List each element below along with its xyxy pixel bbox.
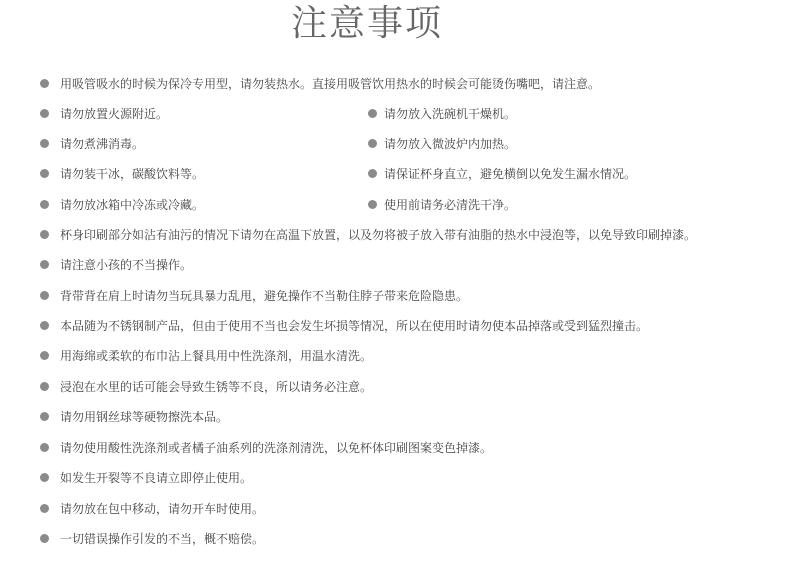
notice-text: 用吸管吸水的时候为保冷专用型，请勿装热水。直接用吸管饮用热水的时候会可能烫伤嘴吧，请注意。 [60, 77, 601, 91]
bullet-icon [368, 169, 377, 178]
list-item [0, 224, 790, 246]
notice-text: 请勿放冰箱中冷冻或冷藏。 [60, 198, 205, 212]
list-item [0, 103, 790, 125]
bullet-icon [40, 351, 49, 360]
bullet-icon [40, 321, 49, 330]
list-item [0, 254, 790, 276]
notice-text: 请保证杯身直立，避免横倒以免发生漏水情况。 [384, 167, 637, 181]
bullet-icon [40, 534, 49, 543]
list-item [0, 467, 790, 489]
notice-text: 请勿用钢丝球等硬物擦洗本品。 [60, 410, 229, 424]
list-item [0, 315, 790, 337]
list-item [0, 194, 790, 216]
notice-text: 请勿放入洗碗机干燥机。 [384, 107, 517, 121]
bullet-icon [40, 200, 49, 209]
bullet-icon [40, 260, 49, 269]
notice-text: 请勿放入微波炉内加热。 [384, 137, 517, 151]
notice-text: 请勿装干冰，碳酸饮料等。 [60, 167, 205, 181]
notice-text: 杯身印刷部分如沾有油污的情况下请勿在高温下放置，以及勿将被子放入带有油脂的热水中浸泡等，以免导致印刷掉漆。 [60, 228, 697, 242]
list-item [0, 163, 790, 185]
list-item [0, 437, 790, 459]
list-item [0, 406, 790, 428]
list-item [0, 528, 790, 550]
bullet-icon [40, 79, 49, 88]
notice-text: 本品随为不锈钢制产品，但由于使用不当也会发生坏损等情况，所以在使用时请勿使本品掉落或受到猛烈撞击。 [60, 319, 649, 333]
notice-text: 一切错误操作引发的不当，概不赔偿。 [60, 532, 265, 546]
bullet-icon [40, 412, 49, 421]
bullet-icon [40, 443, 49, 452]
bullet-icon [40, 169, 49, 178]
notice-text: 浸泡在水里的话可能会导致生锈等不良，所以请务必注意。 [60, 380, 373, 394]
bullet-icon [368, 109, 377, 118]
notice-text: 如发生开裂等不良请立即停止使用。 [60, 471, 253, 485]
bullet-icon [40, 291, 49, 300]
notice-text: 使用前请务必清洗干净。 [384, 198, 517, 212]
bullet-icon [368, 139, 377, 148]
bullet-icon [40, 473, 49, 482]
list-item [0, 73, 790, 95]
notice-text: 用海绵或柔软的布巾沾上餐具用中性洗涤剂，用温水清洗。 [60, 349, 373, 363]
bullet-icon [40, 109, 49, 118]
bullet-icon [40, 382, 49, 391]
notice-text: 请勿煮沸消毒。 [60, 137, 145, 151]
list-item [0, 133, 790, 155]
list-item [0, 345, 790, 367]
list-item [0, 285, 790, 307]
list-item [0, 498, 790, 520]
notice-text: 请勿放在包中移动，请勿开车时使用。 [60, 502, 265, 516]
notice-text: 请勿放置火源附近。 [60, 107, 169, 121]
notice-text: 请勿使用酸性洗涤剂或者橘子油系列的洗涤剂清洗，以免杯体印刷图案变色掉漆。 [60, 441, 493, 455]
bullet-icon [40, 230, 49, 239]
bullet-icon [368, 200, 377, 209]
bullet-icon [40, 504, 49, 513]
notice-text: 背带背在肩上时请勿当玩具暴力乱甩，避免操作不当勒住脖子带来危险隐患。 [60, 289, 469, 303]
notice-text: 请注意小孩的不当操作。 [60, 258, 193, 272]
bullet-icon [40, 139, 49, 148]
list-item [0, 376, 790, 398]
page-title: 注意事项 [290, 3, 443, 44]
